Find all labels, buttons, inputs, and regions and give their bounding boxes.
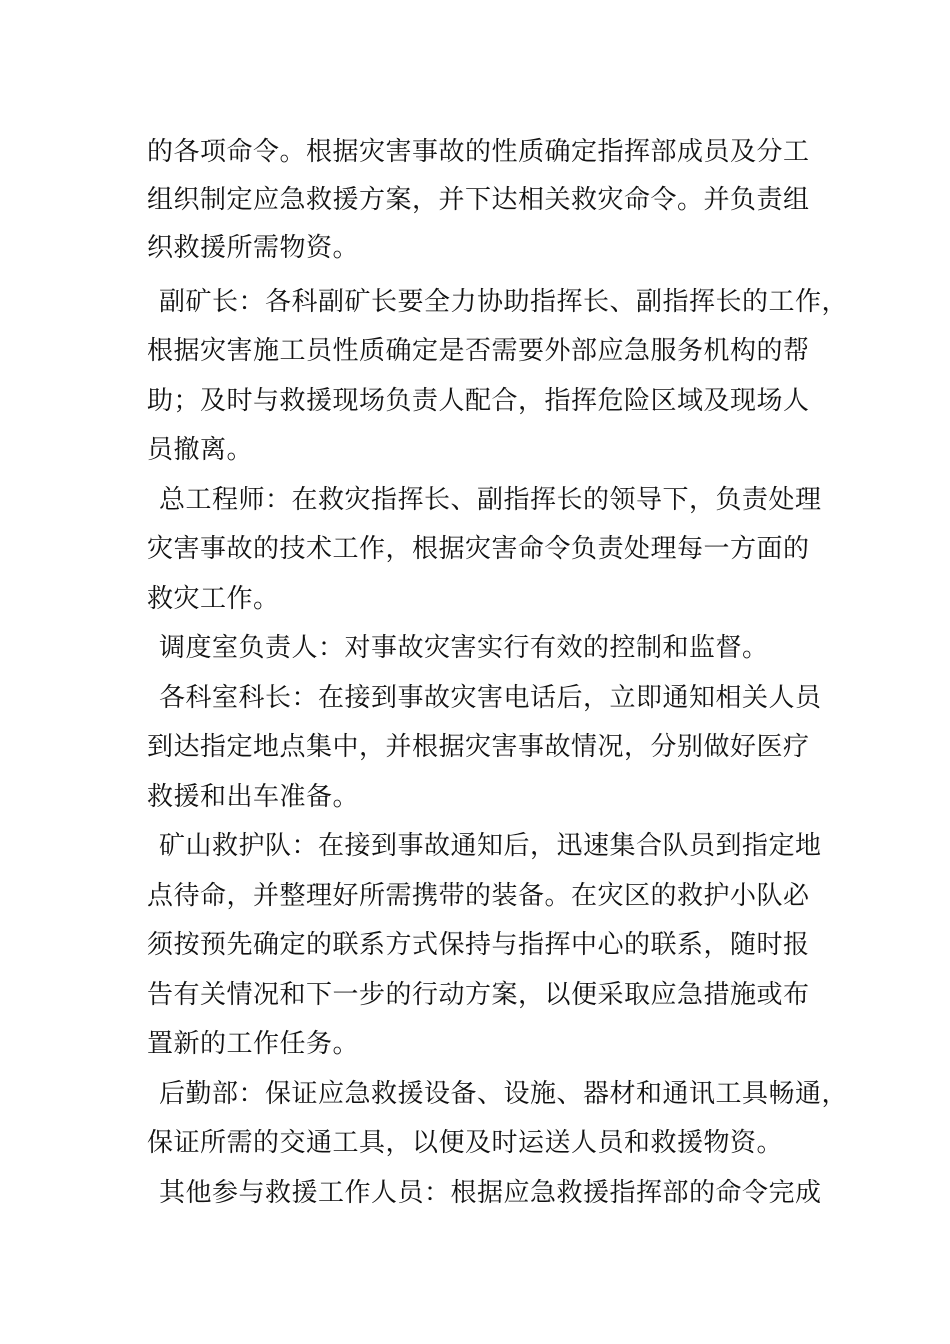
text-line: 其他参与救援工作人员：根据应急救援指挥部的命令完成 xyxy=(159,1178,822,1208)
text-line: 员撤离。 xyxy=(147,435,254,465)
text-line: 各科室科长：在接到事故灾害电话后，立即通知相关人员 xyxy=(159,683,822,713)
text-line: 副矿长：各科副矿长要全力协助指挥长、副指挥长的工作， xyxy=(159,287,849,317)
text-line: 织救援所需物资。 xyxy=(147,233,360,263)
text-line: 保证所需的交通工具，以便及时运送人员和救援物资。 xyxy=(147,1128,784,1158)
text-line: 救灾工作。 xyxy=(147,584,280,614)
text-line: 总工程师：在救灾指挥长、副指挥长的领导下，负责处理 xyxy=(159,485,822,515)
text-line: 救援和出车准备。 xyxy=(147,782,360,812)
text-line: 调度室负责人：对事故灾害实行有效的控制和监督。 xyxy=(159,633,769,663)
text-line: 置新的工作任务。 xyxy=(147,1029,360,1059)
text-line: 的各项命令。根据灾害事故的性质确定指挥部成员及分工 xyxy=(147,137,810,167)
text-line: 告有关情况和下一步的行动方案，以便采取应急措施或布 xyxy=(147,980,810,1010)
text-line: 到达指定地点集中，并根据灾害事故情况，分别做好医疗 xyxy=(147,732,810,762)
text-line: 助；及时与救援现场负责人配合，指挥危险区域及现场人 xyxy=(147,386,810,416)
text-line: 点待命，并整理好所需携带的装备。在灾区的救护小队必 xyxy=(147,881,810,911)
text-line: 须按预先确定的联系方式保持与指挥中心的联系，随时报 xyxy=(147,930,810,960)
text-line: 根据灾害施工员性质确定是否需要外部应急服务机构的帮 xyxy=(147,336,810,366)
text-line: 后勤部：保证应急救援设备、设施、器材和通讯工具畅通， xyxy=(159,1079,849,1109)
text-line: 组织制定应急救援方案，并下达相关救灾命令。并负责组 xyxy=(147,185,810,215)
text-line: 矿山救护队：在接到事故通知后，迅速集合队员到指定地 xyxy=(159,831,822,861)
text-line: 灾害事故的技术工作，根据灾害命令负责处理每一方面的 xyxy=(147,534,810,564)
